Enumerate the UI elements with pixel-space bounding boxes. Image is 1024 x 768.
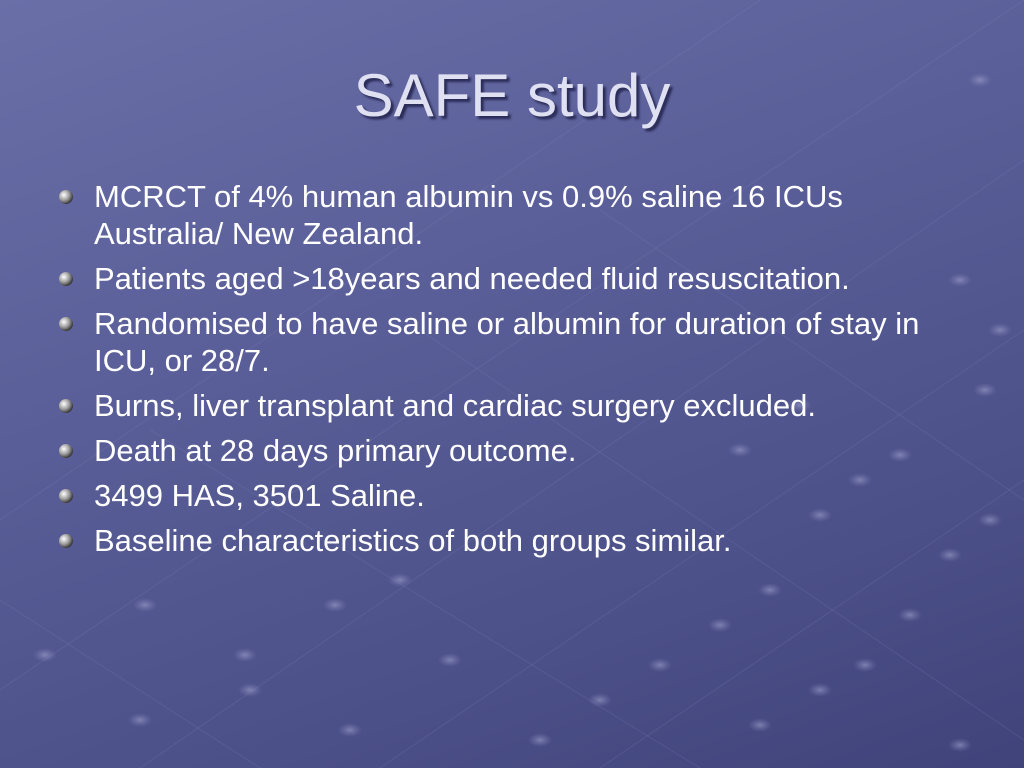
bullet-item xyxy=(58,522,958,559)
sphere-bullet-icon xyxy=(58,189,74,205)
bullet-text: Burns, liver transplant and cardiac surgery excluded. xyxy=(94,388,816,423)
bullet-text: Randomised to have saline or albumin for duration of stay in ICU, or 28/7. xyxy=(94,306,920,378)
bullet-item xyxy=(58,477,958,514)
bullet-text: Death at 28 days primary outcome. xyxy=(94,433,577,468)
bullet-text: MCRCT of 4% human albumin vs 0.9% saline 16 ICUs Australia/ New Zealand. xyxy=(94,179,843,251)
sphere-bullet-icon xyxy=(58,271,74,287)
bullet-item xyxy=(58,305,958,379)
bullet-item xyxy=(58,178,958,252)
bullet-item xyxy=(58,387,958,424)
sphere-bullet-icon xyxy=(58,398,74,414)
slide-title: SAFE study xyxy=(353,62,671,129)
bullet-list xyxy=(58,178,958,567)
sphere-bullet-icon xyxy=(58,443,74,459)
sphere-bullet-icon xyxy=(58,533,74,549)
bullet-text: Patients aged >18years and needed fluid resuscitation. xyxy=(94,261,850,296)
bullet-item xyxy=(58,432,958,469)
bullet-text: 3499 HAS, 3501 Saline. xyxy=(94,478,425,513)
bullet-text: Baseline characteristics of both groups similar. xyxy=(94,523,732,558)
sphere-bullet-icon xyxy=(58,316,74,332)
bullet-item xyxy=(58,260,958,297)
sphere-bullet-icon xyxy=(58,488,74,504)
